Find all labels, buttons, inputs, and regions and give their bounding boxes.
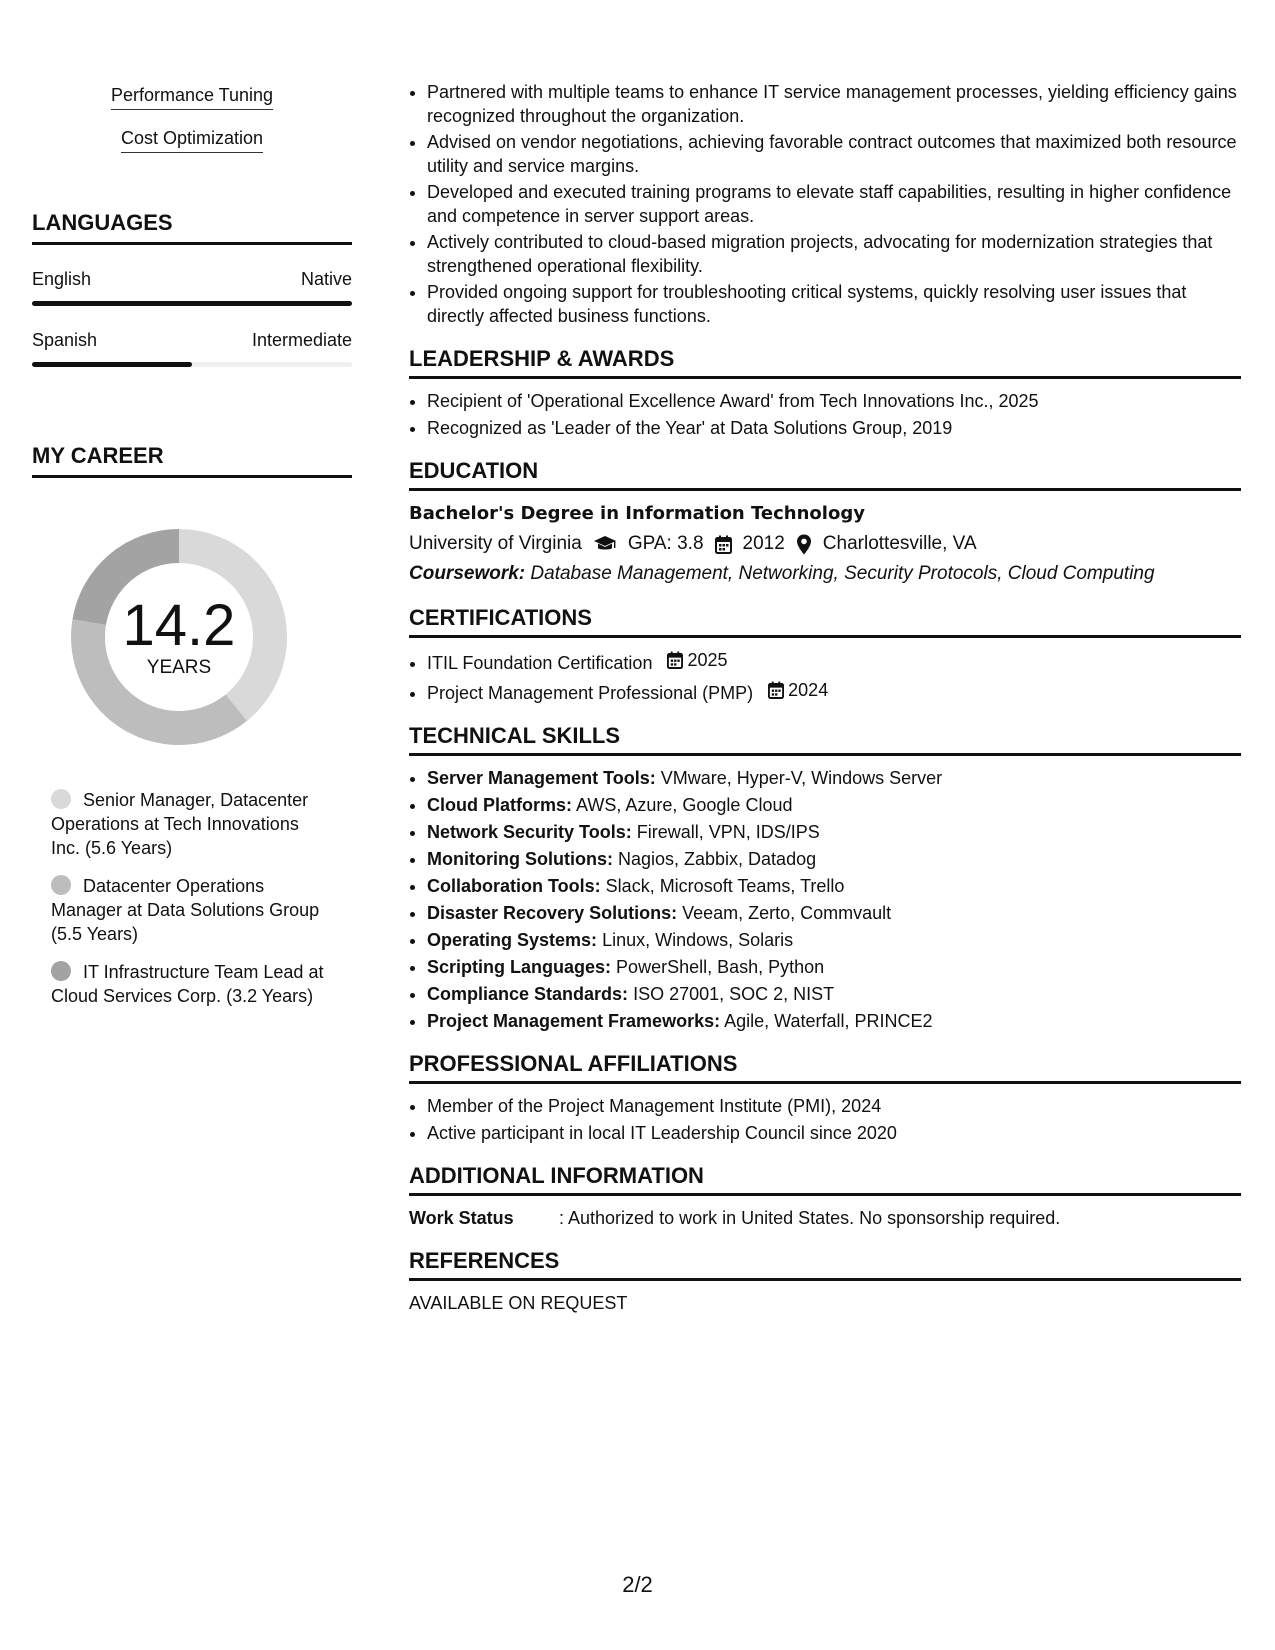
skills-tags xyxy=(32,84,352,170)
skill-value: Slack, Microsoft Teams, Trello xyxy=(605,876,845,896)
languages-section xyxy=(32,210,352,367)
technical-skill-item xyxy=(427,928,1241,952)
affiliation-item: • Active participant in local IT Leadership Council since 2020 xyxy=(427,1121,1241,1145)
work-status-row xyxy=(409,1206,1241,1230)
language-level: Native xyxy=(300,269,352,289)
language-level: Intermediate xyxy=(251,330,352,350)
skill-label: Cloud Platforms: xyxy=(427,795,573,815)
career-legend-item xyxy=(51,960,326,1008)
coursework-list: Database Management, Networking, Security Protocols, Cloud Computing xyxy=(530,563,1155,584)
coursework-label: Coursework: xyxy=(409,563,526,584)
experience-bullet: • Partnered with multiple teams to enhance IT service management processes, yielding efficiency gains recognized throughout the organization. xyxy=(427,80,1241,128)
skill-label: Project Management Frameworks: xyxy=(427,1011,721,1031)
skill-value: Veeam, Zerto, Commvault xyxy=(682,903,892,923)
skill-value: Linux, Windows, Solaris xyxy=(602,930,794,950)
certification-item xyxy=(427,678,1241,705)
career-section xyxy=(32,443,352,1008)
calendar-icon xyxy=(768,681,784,699)
right-column xyxy=(409,80,1241,1315)
education-school: University of Virginia xyxy=(409,533,582,554)
graduation-cap-icon xyxy=(593,535,617,553)
skill-value: AWS, Azure, Google Cloud xyxy=(576,795,793,815)
career-total-unit: YEARS xyxy=(146,657,212,678)
left-column xyxy=(32,84,352,1022)
certification-year: 2025 xyxy=(687,650,728,670)
skill-label: Monitoring Solutions: xyxy=(427,849,613,869)
skill-value: Agile, Waterfall, PRINCE2 xyxy=(724,1011,933,1031)
skill-value: PowerShell, Bash, Python xyxy=(616,957,825,977)
language-bar-fill xyxy=(32,301,352,306)
leadership-item: • Recipient of 'Operational Excellence Award' from Tech Innovations Inc., 2025 xyxy=(427,389,1241,413)
technical-skill-item xyxy=(427,955,1241,979)
education-heading: EDUCATION xyxy=(409,458,1241,491)
references-text: AVAILABLE ON REQUEST xyxy=(409,1293,628,1313)
page-number: 2/2 xyxy=(622,1572,653,1597)
certification-item xyxy=(427,648,1241,675)
career-legend-item xyxy=(51,874,326,946)
education-entry xyxy=(409,501,1241,587)
technical-skill-item xyxy=(427,901,1241,925)
certification-year: 2024 xyxy=(788,680,829,700)
language-name: Spanish xyxy=(32,330,98,350)
technical-skill-item xyxy=(427,874,1241,898)
affiliations-heading: PROFESSIONAL AFFILIATIONS xyxy=(409,1051,1241,1084)
leadership-item: • Recognized as 'Leader of the Year' at Data Solutions Group, 2019 xyxy=(427,416,1241,440)
experience-bullet: • Developed and executed training programs to elevate staff capabilities, resulting in higher confidence and competence in server support areas. xyxy=(427,180,1241,228)
certifications-heading: CERTIFICATIONS xyxy=(409,605,1241,638)
skill-value: Nagios, Zabbix, Datadog xyxy=(617,849,817,869)
skill-tag: Performance Tuning xyxy=(111,84,273,110)
skill-label: Compliance Standards: xyxy=(427,984,629,1004)
education-degree: Bachelor's Degree in Information Technology xyxy=(409,503,865,524)
career-legend-label: IT Infrastructure Team Lead at Cloud Services Corp. (3.2 Years) xyxy=(51,962,324,1006)
legend-dot xyxy=(51,875,71,895)
legend-dot xyxy=(51,789,71,809)
references-heading: REFERENCES xyxy=(409,1248,1241,1281)
work-status-value: : Authorized to work in United States. No sponsorship required. xyxy=(559,1208,1061,1228)
certification-name: ITIL Foundation Certification xyxy=(427,653,653,673)
career-heading: MY CAREER xyxy=(32,443,352,478)
skill-label: Server Management Tools: xyxy=(427,768,656,788)
skill-value: ISO 27001, SOC 2, NIST xyxy=(633,984,835,1004)
language-item xyxy=(32,329,352,367)
technical-skill-item xyxy=(427,793,1241,817)
technical-skills-list xyxy=(409,766,1241,1033)
calendar-icon xyxy=(667,651,683,669)
additional-info-heading: ADDITIONAL INFORMATION xyxy=(409,1163,1241,1196)
language-name: English xyxy=(32,269,92,289)
language-bar-fill xyxy=(32,362,192,367)
technical-skill-item xyxy=(427,982,1241,1006)
technical-skills-heading: TECHNICAL SKILLS xyxy=(409,723,1241,756)
languages-heading: LANGUAGES xyxy=(32,210,352,245)
legend-dot xyxy=(51,961,71,981)
calendar-icon xyxy=(715,535,732,554)
education-gpa: GPA: 3.8 xyxy=(627,533,704,554)
technical-skill-item xyxy=(427,847,1241,871)
map-pin-icon xyxy=(796,534,812,555)
experience-bullet: • Actively contributed to cloud-based migration projects, advocating for modernization strategies that strengthened operational flexibility. xyxy=(427,230,1241,278)
experience-bullet: • Provided ongoing support for troubleshooting critical systems, quickly resolving user issues that directly affected business functions. xyxy=(427,280,1241,328)
career-donut xyxy=(64,522,294,752)
skill-value: Firewall, VPN, IDS/IPS xyxy=(636,822,820,842)
certifications-list xyxy=(409,648,1241,705)
career-legend-label: Datacenter Operations Manager at Data Solutions Group (5.5 Years) xyxy=(51,876,320,944)
language-bar xyxy=(32,301,352,306)
skill-label: Collaboration Tools: xyxy=(427,876,601,896)
experience-bullets xyxy=(409,80,1241,328)
work-status-label: Work Status xyxy=(409,1208,514,1228)
technical-skill-item xyxy=(427,1009,1241,1033)
education-location: Charlottesville, VA xyxy=(822,533,977,554)
skill-label: Disaster Recovery Solutions: xyxy=(427,903,678,923)
language-bar xyxy=(32,362,352,367)
career-legend-label: Senior Manager, Datacenter Operations at Tech Innovations Inc. (5.6 Years) xyxy=(51,790,309,858)
career-total-years: 14.2 xyxy=(122,593,236,658)
language-item xyxy=(32,268,352,306)
education-coursework xyxy=(409,561,1241,587)
skill-label: Network Security Tools: xyxy=(427,822,632,842)
technical-skill-item xyxy=(427,766,1241,790)
leadership-list xyxy=(409,389,1241,440)
education-year: 2012 xyxy=(742,533,785,554)
affiliation-item: • Member of the Project Management Institute (PMI), 2024 xyxy=(427,1094,1241,1118)
affiliations-list xyxy=(409,1094,1241,1145)
career-legend-item xyxy=(51,788,326,860)
skill-tag: Cost Optimization xyxy=(121,127,263,153)
skill-value: VMware, Hyper-V, Windows Server xyxy=(660,768,943,788)
experience-bullet: • Advised on vendor negotiations, achieving favorable contract outcomes that maximized both resource utility and service margins. xyxy=(427,130,1241,178)
certification-name: Project Management Professional (PMP) xyxy=(427,683,754,703)
skill-label: Scripting Languages: xyxy=(427,957,612,977)
technical-skill-item xyxy=(427,820,1241,844)
leadership-heading: LEADERSHIP & AWARDS xyxy=(409,346,1241,379)
career-legend xyxy=(51,788,326,1008)
skill-label: Operating Systems: xyxy=(427,930,598,950)
